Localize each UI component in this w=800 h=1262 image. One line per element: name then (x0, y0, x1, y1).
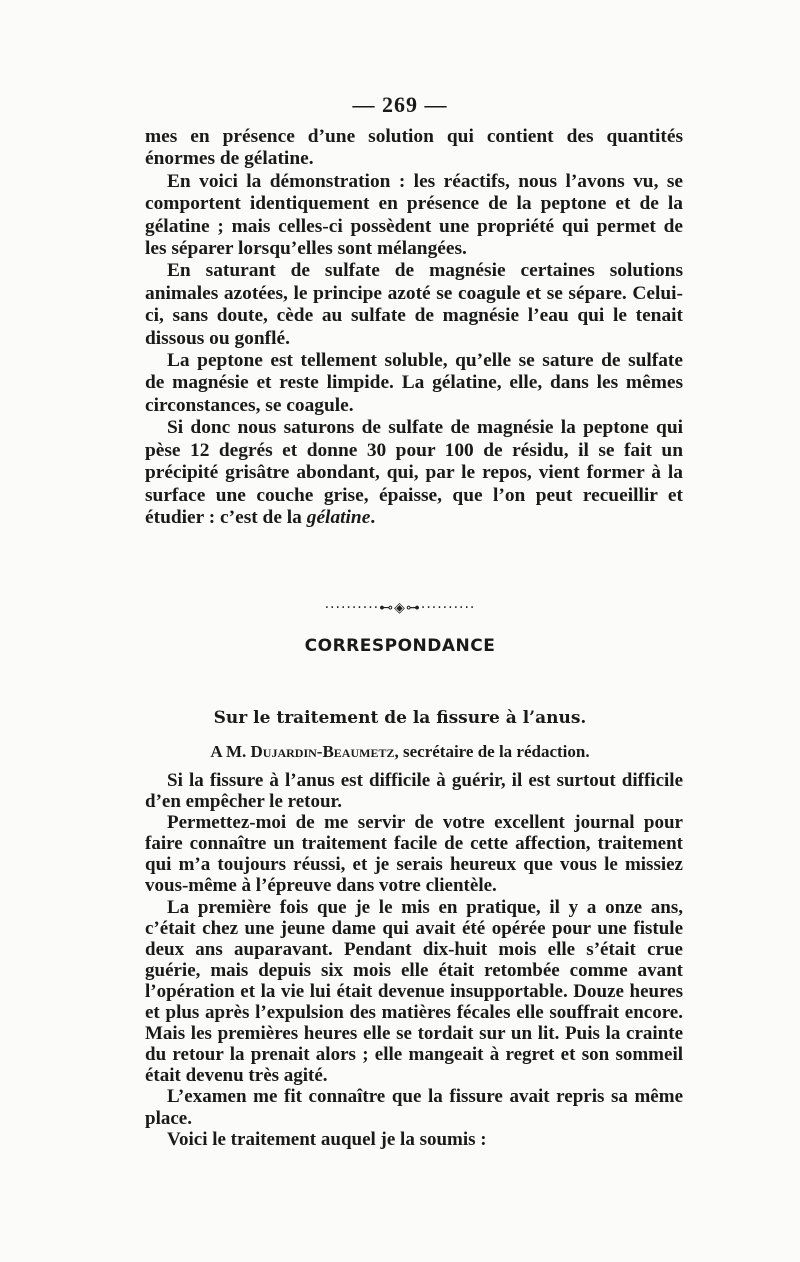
letter-paragraph-1: Si la fissure à l’anus est difficile à guérir, il est surtout difficile d’en empêcher le retour. (145, 770, 683, 813)
paragraph-3: En saturant de sulfate de magnésie certaines solutions animales azotées, le principe azoté se coagule et se sépare. Celui-ci, sans doute, cède au sulfate de magnésie l’eau qui le tenait dissous ou gonflé. (145, 260, 683, 349)
address-name: Dujardin-Beaumetz (250, 742, 395, 761)
section-ornament: ··········⊷◈⊶·········· (324, 600, 476, 616)
paragraph-5 (145, 417, 683, 529)
main-text-block (145, 126, 683, 529)
address-prefix: A M. (210, 742, 251, 761)
section-heading: CORRESPONDANCE (304, 636, 496, 656)
address-suffix: , secrétaire de la rédaction. (394, 742, 590, 761)
letter-address (0, 742, 800, 762)
paragraph-1: mes en présence d’une solution qui contient des quantités énormes de gélatine. (145, 126, 683, 170)
letter-paragraph-5: Voici le traitement auquel je la soumis : (167, 1128, 487, 1150)
page-number: — 269 — (352, 92, 448, 117)
paragraph-4: La peptone est tellement soluble, qu’elle se sature de sulfate de magnésie et reste limpide. La gélatine, elle, dans les mêmes circonstances, se coagule. (145, 350, 683, 416)
letter-text-block (145, 770, 683, 1150)
letter-paragraph-3: La première fois que je le mis en pratique, il y a onze ans, c’était chez une jeune dame qui avait été opérée pour une fistule deux ans auparavant. Pendant dix-huit mois elle s’était crue guérie, mais depuis six mois elle était retombée comme avant l’opération et la vie lui était devenue insupportable. Douze heures et plus après l’expulsion des matières fécales elle souffrait encore. Mais les premières heures elle se tordait sur un lit. Puis la crainte du retour la prenait alors ; elle mangeait à regret et son sommeil était devenu très agité. (145, 896, 683, 1087)
paragraph-5-italic-word: gélatine (306, 506, 371, 528)
letter-paragraph-4: L’examen me fit connaître que la fissure avait repris sa même place. (145, 1086, 683, 1129)
section-subheading: Sur le traitement de la fissure à l’anus. (213, 708, 587, 728)
paragraph-5-text: Si donc nous saturons de sulfate de magnésie la peptone qui pèse 12 degrés et donne 30 pour 100 de résidu, il se fait un précipité grisâtre abondant, qui, par le repos, vient former à la surface une couche grise, épaisse, que l’on peut recueillir et étudier : c’est de la (145, 417, 683, 528)
letter-paragraph-2: Permettez-moi de me servir de votre excellent journal pour faire connaître un traitement facile de cette affection, traitement qui m’a toujours réussi, et je serais heureux que vous le missiez vous-même à l’épreuve dans votre clientèle. (145, 812, 683, 897)
paragraph-5-punct: . (370, 506, 376, 528)
paragraph-2: En voici la démonstration : les réactifs, nous l’avons vu, se comportent identiquement en présence de la peptone et de la gélatine ; mais celles-ci possèdent une propriété qui permet de les séparer lorsqu’elles sont mélangées. (145, 170, 683, 260)
